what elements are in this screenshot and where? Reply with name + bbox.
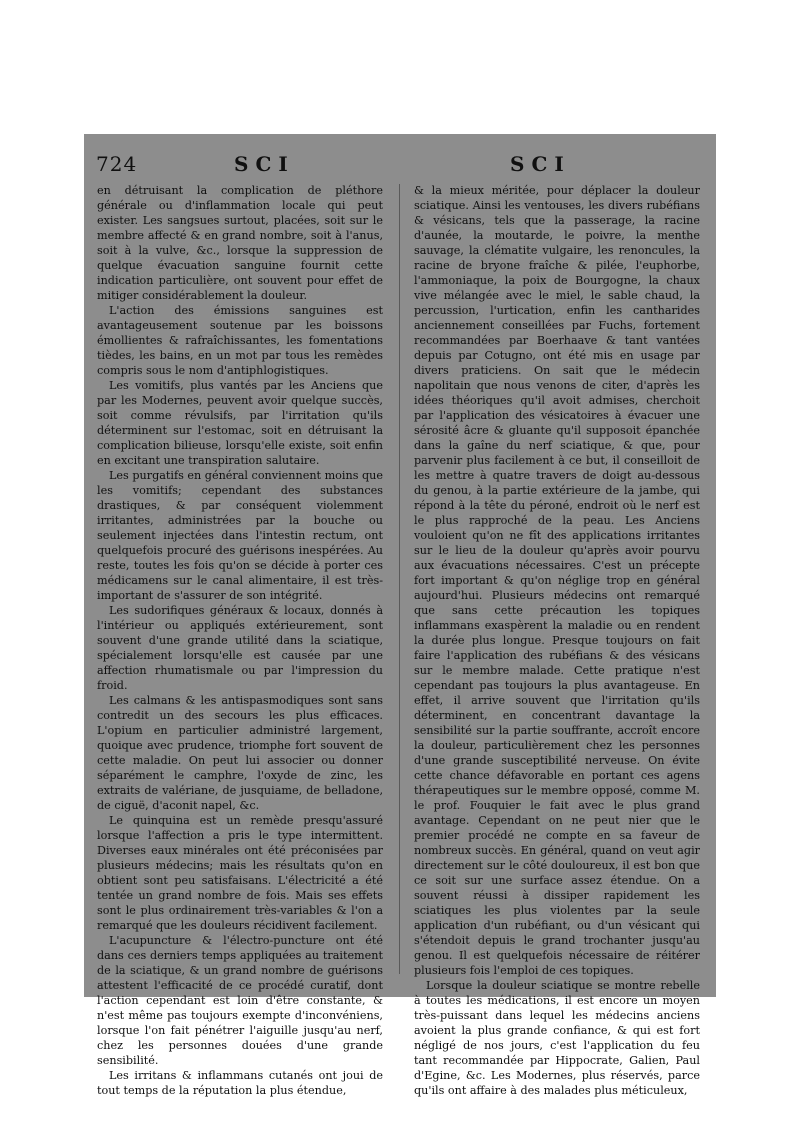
left-column [97,183,383,1097]
paragraph: Lorsque la douleur sciatique se montre rebelle à toutes les médications, il est encore un moyen très-puissant dans lequel les médecins anciens avoient la plus grande confiance, & qui est fort négligé de nos jours, c'est l'application du feu tant recommandée par Hippocrate, Galien, Paul d'Egine, &c. Les Modernes, plus réservés, parce qu'ils ont affaire à des malades plus méticuleux, [414,979,700,1097]
paragraph: L'acupuncture & l'électro-puncture ont été dans ces derniers temps appliquées au traitement de la sciatique, & un grand nombre de guérisons attestent l'efficacité de ce procédé curatif, dont l'action cependant est loin d'être constante, & n'est même pas toujours exempte d'inconvéniens, lorsque l'on fait pénétrer l'aiguille jusqu'au nerf, chez les personnes douées d'une grande sensibilité. [97,934,383,1067]
paragraph: & la mieux méritée, pour déplacer la douleur sciatique. Ainsi les ventouses, les divers rubéfians & vésicans, tels que la passerage, la racine d'aunée, la moutarde, le poivre, la menthe sauvage, la clématite vulgaire, les renoncules, la racine de bryone fraîche & pilée, l'euphorbe, l'ammoniaque, la poix de Bourgogne, la chaux vive mélangée avec le miel, le sable chaud, la percussion, l'urtication, enfin les cantharides anciennement conseillées par Fuchs, fortement recommandées par Boerhaave & tant vantées depuis par Cotugno, ont été mis en usage par divers praticiens. On sait que le médecin napolitain que nous venons de citer, d'après les idées théoriques qu'il avoit admises, cherchoit par l'application des vésicatoires à évacuer une sérosité âcre & gluante qu'il supposoit épanchée dans la gaîne du nerf sciatique, & que, pour parvenir plus facilement à ce but, il conseilloit de les mettre à quatre travers de doigt au-dessous du genou, à la partie extérieure de la jambe, qui répond à la tête du péroné, endroit où le nerf est le plus rapproché de la peau. Les Anciens vouloient qu'on ne fît des applications irritantes sur le lieu de la douleur qu'après avoir pourvu aux évacuations nécessaires. C'est un précepte fort important & qu'on néglige trop en général aujourd'hui. Plusieurs médecins ont remarqué que sans cette précaution les topiques inflammans exaspèrent la maladie ou en rendent la durée plus longue. Presque toujours on fait faire l'application des rubéfians & des vésicans sur le membre malade. Cette pratique n'est cependant pas toujours la plus avantageuse. En effet, il arrive souvent que l'irritation qu'ils déterminent, en concentrant davantage la sensibilité sur la partie souffrante, accroît encore la douleur, particulièrement chez les personnes d'une grande susceptibilité nerveuse. On évite cette chance défavorable en portant ces agens thérapeutiques sur le membre opposé, comme M. le prof. Fouquier le fait avec le plus grand avantage. Cependant on ne peut nier que le premier procédé ne compte en sa faveur de nombreux succès. En général, quand on veut agir directement sur le côté douloureux, il est bon que ce soit sur une surface assez étendue. On a souvent réussi à dissiper rapidement les sciatiques les plus violentes par la seule application d'un rubéfiant, ou d'un vésicant qui s'étendoit depuis le grand trochanter jusqu'au genou. Il est quelquefois nécessaire de réitérer plusieurs fois l'emploi de ces topiques. [414,184,700,977]
paragraph: Les vomitifs, plus vantés par les Anciens que par les Modernes, peuvent avoir quelque succès, soit comme révulsifs, par l'irritation qu'ils déterminent sur l'estomac, soit en détruisant la complication bilieuse, lorsqu'elle existe, soit enfin en excitant une transpiration salutaire. [97,379,383,467]
paragraph: Le quinquina est un remède presqu'assuré lorsque l'affection a pris le type intermittent. Diverses eaux minérales ont été préconisées par plusieurs médecins; mais les résultats qu'on en obtient sont peu satisfaisans. L'électricité a été tentée un grand nombre de fois. Mais ses effets sont le plus ordinairement très-variables & l'on a remarqué que les douleurs récidivent facilement. [97,814,383,932]
paragraph: Les purgatifs en général conviennent moins que les vomitifs; cependant des substances drastiques, & par conséquent violemment irritantes, administrées par la bouche ou seulement injectées dans l'intestin rectum, ont quelquefois procuré des guérisons inespérées. Au reste, toutes les fois qu'on se décide à porter ces médicamens sur le canal alimentaire, il est très-important de s'assurer de son intégrité. [97,469,383,602]
paragraph: Les calmans & les antispasmodiques sont sans contredit un des secours les plus efficaces. L'opium en particulier administré largement, quoique avec prudence, triomphe fort souvent de cette maladie. On peut lui associer ou donner séparément le camphre, l'oxyde de zinc, les extraits de valériane, de jusquiame, de belladone, de ciguë, d'aconit napel, &c. [97,694,383,812]
paragraph: L'action des émissions sanguines est avantageusement soutenue par les boissons émollientes & rafraîchissantes, les fomentations tièdes, les bains, en un mot par tous les remèdes compris sous le nom d'antiphlogistiques. [97,304,383,377]
paragraph: Les sudorifiques généraux & locaux, donnés à l'intérieur ou appliqués extérieurement, sont souvent d'une grande utilité dans la sciatique, spécialement lorsqu'elle est causée par une affection rhumatismale ou par l'impression du froid. [97,604,383,692]
running-head-left: SCI [234,152,295,176]
page-header [96,152,704,180]
running-head-right: SCI [510,152,571,176]
column-divider [399,184,400,974]
paragraph: Les irritans & inflammans cutanés ont joui de tout temps de la réputation la plus étendue, [97,1069,383,1097]
page-number: 724 [96,152,138,176]
paragraph: en détruisant la complication de pléthore générale ou d'inflammation locale qui peut exister. Les sangsues surtout, placées, soit sur le membre affecté & en grand nombre, soit à l'anus, soit à la vulve, &c., lorsque la suppression de quelque évacuation sanguine fournit cette indication particulière, ont souvent pour effet de mitiger considérablement la douleur. [97,184,383,302]
right-column [414,183,700,1097]
